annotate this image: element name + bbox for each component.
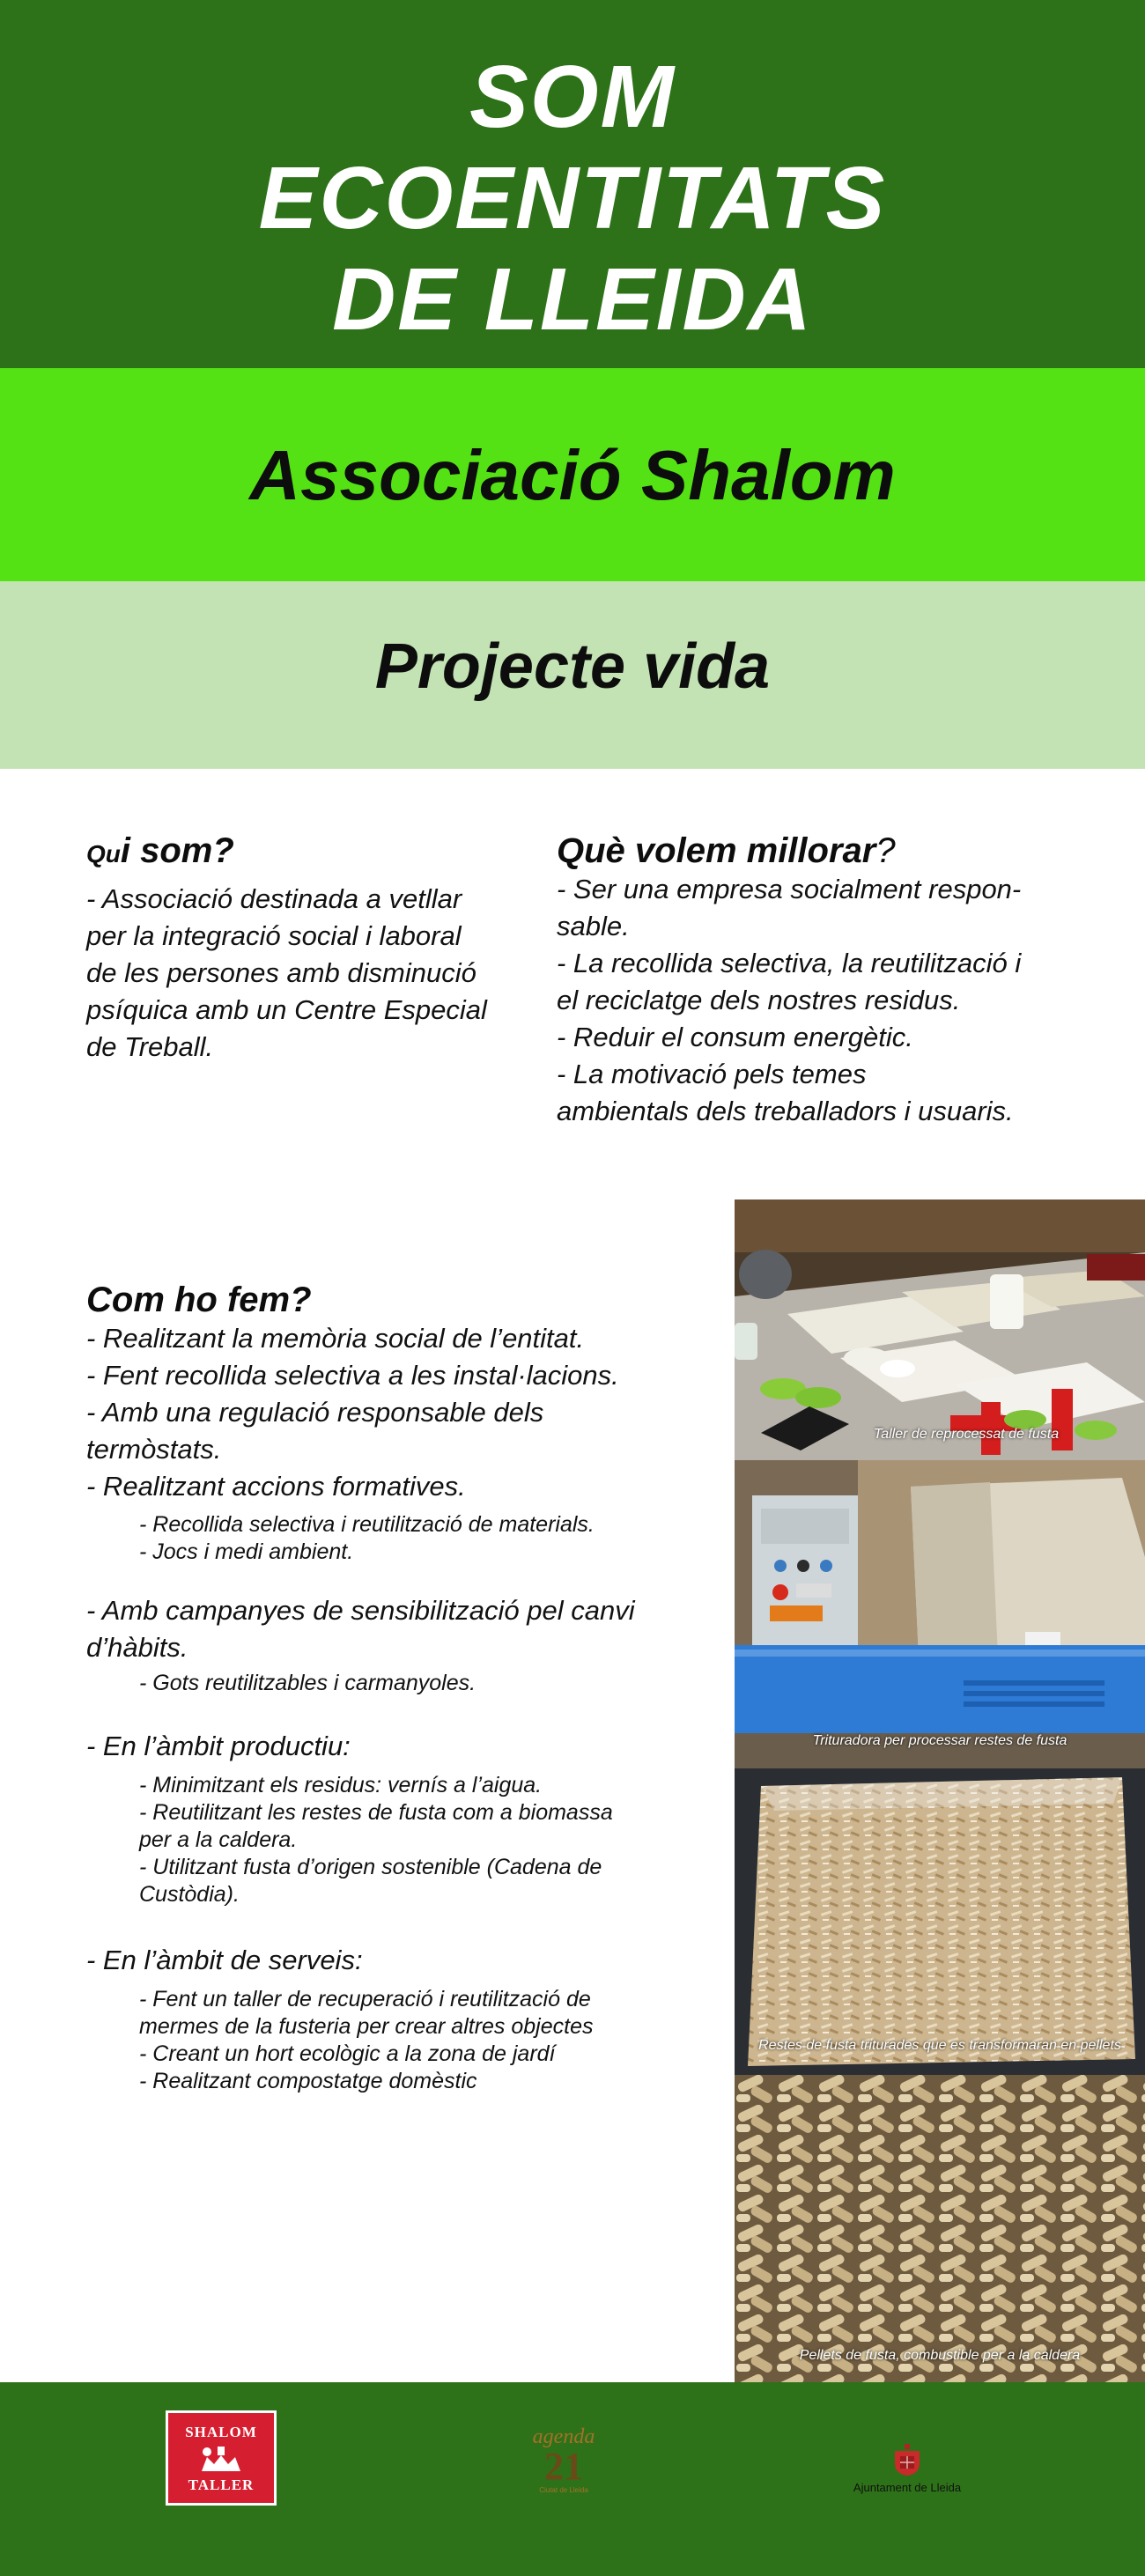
qui-som-heading — [86, 831, 234, 871]
com-ho-fem-subline: - Creant un hort ecològic a la zona de jardí — [139, 2041, 556, 2066]
footer-band — [0, 2382, 1145, 2576]
com-ho-fem-heading: Com ho fem? — [86, 1281, 312, 1319]
com-ho-fem-line: - Fent recollida selectiva a les instal·lacions. — [86, 1360, 619, 1391]
com-ho-fem-subline: per a la caldera. — [139, 1827, 298, 1852]
workshop-illustration — [735, 1199, 1145, 1460]
que-volem-heading-suffix: ? — [875, 831, 896, 870]
pellets-illustration — [735, 2075, 1145, 2382]
com-ho-fem-sub-3 — [139, 1772, 613, 1908]
que-volem-text — [557, 871, 1021, 1130]
com-ho-fem-line: d’hàbits. — [86, 1632, 188, 1663]
qui-som-line: psíquica amb un Centre Especial — [86, 994, 487, 1025]
ajuntament-label: Ajuntament de Lleida — [853, 2481, 962, 2494]
com-ho-fem-sub-2 — [139, 1670, 476, 1697]
com-ho-fem-block-3 — [86, 1728, 351, 1765]
ajuntament-logo — [828, 2442, 986, 2513]
photo-workshop — [735, 1199, 1145, 1460]
qui-som-line: de les persones amb disminució — [86, 957, 476, 988]
qui-som-line: de Treball. — [86, 1031, 214, 1062]
que-volem-line: el reciclatge dels nostres residus. — [557, 985, 961, 1015]
photo-wood-chips — [735, 1768, 1145, 2075]
com-ho-fem-subline: - Jocs i medi ambient. — [139, 1539, 354, 1564]
com-ho-fem-line: - Amb campanyes de sensibilització pel canvi — [86, 1595, 635, 1626]
que-volem-line: - Reduir el consum energètic. — [557, 1022, 913, 1052]
com-ho-fem-line: termòstats. — [86, 1434, 222, 1465]
com-ho-fem-sub-4 — [139, 1986, 594, 2095]
photo-caption: Taller de reprocessat de fusta — [873, 1427, 1060, 1442]
shredder-illustration — [735, 1460, 1145, 1768]
project-name: Projecte vida — [374, 631, 771, 702]
com-ho-fem-line: - Amb una regulació responsable dels — [86, 1397, 544, 1428]
coat-of-arms-icon — [890, 2442, 925, 2477]
workshop-icon — [195, 2445, 247, 2473]
com-ho-fem-subline: - Realitzant compostatge domèstic — [139, 2069, 477, 2093]
que-volem-line: - La motivació pels temes — [557, 1059, 867, 1089]
com-ho-fem-subline: - Minimitzant els residus: vernís a l’aigua. — [139, 1773, 543, 1797]
title-line-3: DE LLEIDA — [332, 250, 813, 349]
com-ho-fem-line: - Realitzant la memòria social de l’entitat. — [86, 1323, 585, 1354]
photo-caption: Trituradora per processar restes de fusta — [812, 1733, 1067, 1748]
agenda-logo-number: 21 — [544, 2445, 583, 2488]
agenda-logo-word: agenda — [532, 2425, 595, 2448]
shalom-taller-logo — [166, 2410, 277, 2506]
com-ho-fem-subline: - Reutilitzant les restes de fusta com a biomassa — [139, 1800, 613, 1825]
agenda-logo-sub: Ciutat de Lleida — [539, 2486, 588, 2494]
com-ho-fem-subline: Custòdia). — [139, 1882, 240, 1907]
com-ho-fem-line: - En l’àmbit productiu: — [86, 1731, 351, 1761]
title-band — [0, 0, 1145, 368]
com-ho-fem-subline: - Fent un taller de recuperació i reutilització de — [139, 1987, 591, 2011]
que-volem-line: ambientals dels treballadors i usuaris. — [557, 1096, 1014, 1126]
photo-caption: Restes de fusta triturades que es transformaran en pellets — [758, 2038, 1121, 2053]
title-line-1: SOM — [469, 48, 676, 146]
com-ho-fem-subline: - Gots reutilitzables i carmanyoles. — [139, 1671, 476, 1695]
que-volem-line: - La recollida selectiva, la reutilització i — [557, 948, 1022, 978]
shalom-logo-top: SHALOM — [185, 2424, 257, 2440]
organization-band — [0, 368, 1145, 581]
que-volem-line: - Ser una empresa socialment respon- — [557, 874, 1022, 904]
com-ho-fem-block-1 — [86, 1320, 619, 1505]
com-ho-fem-block-4 — [86, 1942, 363, 1979]
que-volem-line: sable. — [557, 911, 630, 941]
qui-som-heading-small: Qu — [86, 840, 121, 867]
shalom-logo-bottom: TALLER — [188, 2476, 255, 2493]
photo-caption: Pellets de fusta, combustible per a la caldera — [799, 2348, 1081, 2363]
com-ho-fem-line: - Realitzant accions formatives. — [86, 1471, 466, 1502]
photo-pellets — [735, 2075, 1145, 2382]
project-band — [0, 581, 1145, 769]
title-line-2: ECOENTITATS — [258, 149, 887, 247]
com-ho-fem-subline: mermes de la fusteria per crear altres objectes — [139, 2014, 594, 2039]
com-ho-fem-subline: - Recollida selectiva i reutilització de materials. — [139, 1512, 595, 1537]
qui-som-line: - Associació destinada a vetllar — [86, 883, 462, 914]
qui-som-line: per la integració social i laboral — [86, 920, 462, 951]
com-ho-fem-line: - En l’àmbit de serveis: — [86, 1945, 363, 1975]
photo-shredder — [735, 1460, 1145, 1768]
qui-som-heading-rest: i som? — [120, 831, 234, 870]
organization-name: Associació Shalom — [249, 436, 896, 514]
com-ho-fem-subline: - Utilitzant fusta d’origen sostenible (Cadena de — [139, 1855, 602, 1879]
qui-som-text — [86, 881, 487, 1066]
agenda-21-logo — [506, 2426, 621, 2506]
wood-chips-illustration — [735, 1768, 1145, 2075]
que-volem-heading — [557, 831, 896, 871]
com-ho-fem-sub-1 — [139, 1511, 595, 1566]
com-ho-fem-block-2 — [86, 1592, 635, 1666]
que-volem-heading-text: Què volem millorar — [557, 831, 876, 870]
